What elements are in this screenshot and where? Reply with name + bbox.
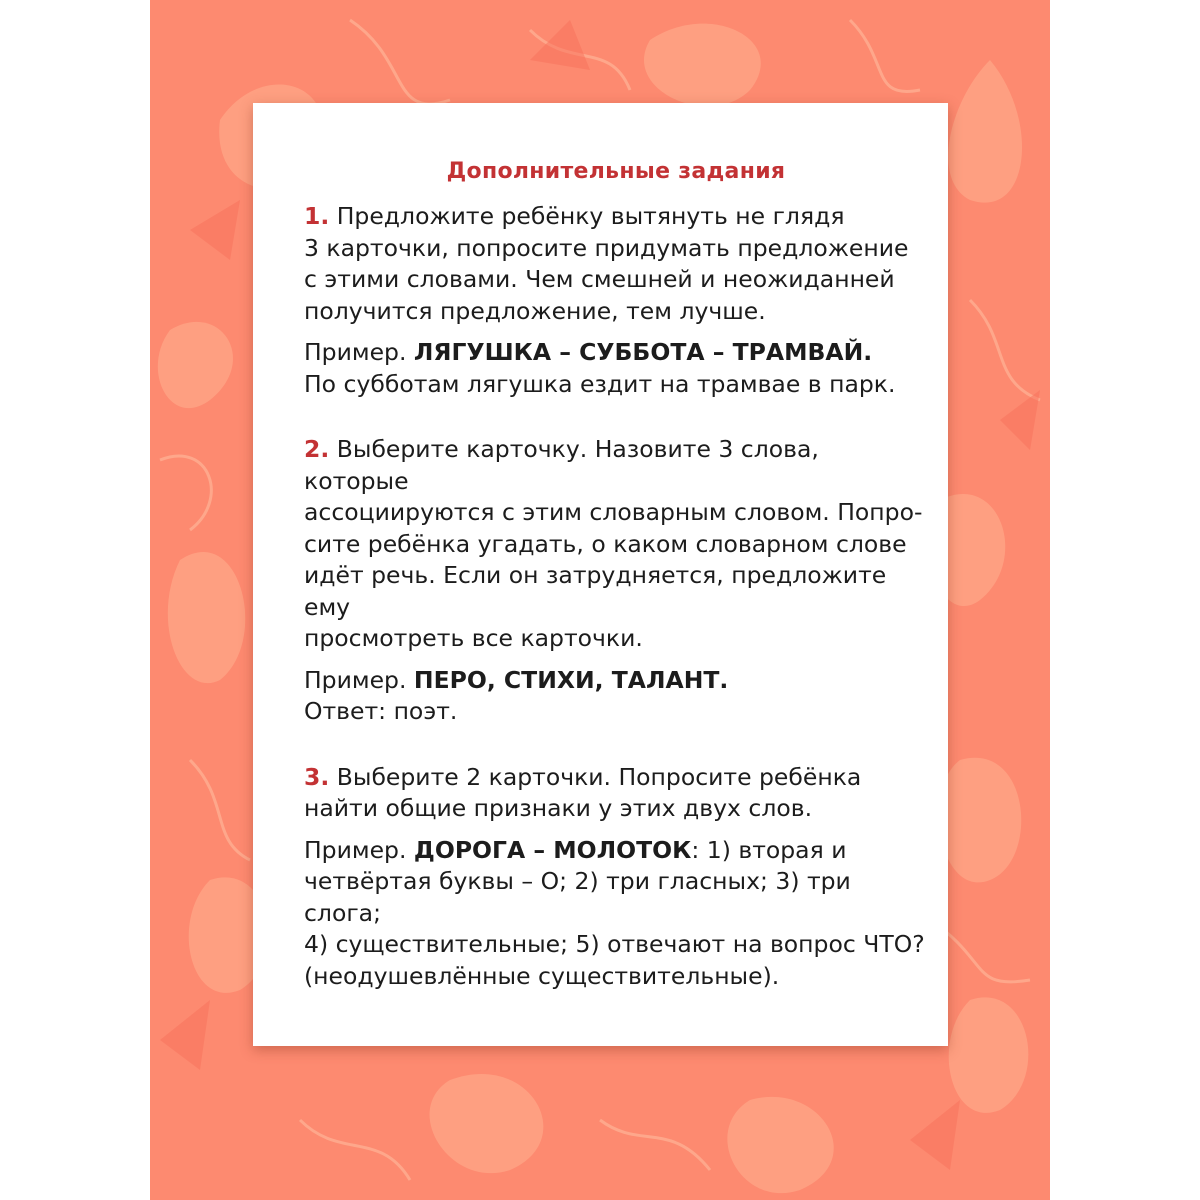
task-text — [304, 201, 928, 233]
task-1 — [304, 201, 928, 400]
instruction-card — [253, 103, 948, 1046]
task-number: 2. — [304, 435, 330, 463]
text-line: Предложите ребёнку вытянуть не глядя — [336, 202, 845, 230]
example-words: ДОРОГА – МОЛОТОК — [413, 835, 692, 864]
task-text — [304, 434, 928, 497]
example-line: Ответ: поэт. — [304, 697, 458, 725]
task-2 — [304, 434, 928, 728]
example-line: (неодушевлённые существительные). — [304, 961, 780, 990]
task-number: 1. — [304, 202, 330, 230]
example-words: ЛЯГУШКА – СУББОТА – ТРАМВАЙ. — [413, 338, 873, 366]
task-number: 3. — [304, 762, 330, 791]
text-line: сите ребёнка угадать, о каком словарном слове — [304, 529, 907, 558]
task-example — [304, 665, 928, 697]
task-example — [304, 835, 928, 867]
text-line: Выберите карточку. Назовите 3 слова, которые — [304, 435, 819, 495]
text-line: идёт речь. Если он затрудняется, предложите ему — [304, 561, 887, 621]
text-line: 3 карточки, попросите придумать предложение — [304, 233, 909, 262]
text-line: Выберите 2 карточки. Попросите ребёнка — [336, 762, 862, 791]
text-line: с этими словами. Чем смешней и неожиданней — [304, 265, 895, 293]
example-label: Пример. — [304, 835, 414, 864]
example-label: Пример. — [304, 665, 414, 694]
task-example — [304, 337, 928, 369]
task-3 — [304, 762, 928, 993]
text-line: найти общие признаки у этих двух слов. — [304, 794, 813, 822]
example-continuation: : 1) вторая и — [691, 835, 847, 864]
example-line: 4) существительные; 5) отвечают на вопрос ЧТО? — [304, 930, 925, 958]
example-words: ПЕРО, СТИХИ, ТАЛАНТ. — [413, 665, 729, 694]
example-line: По субботам лягушка ездит на трамвае в парк. — [304, 369, 896, 398]
example-line: четвёртая буквы – О; 2) три гласных; 3) три слога; — [304, 867, 851, 927]
card-title: Дополнительные задания — [446, 159, 786, 184]
text-line: ассоциируются с этим словарным словом. Попро- — [304, 498, 923, 526]
text-line: просмотреть все карточки. — [304, 624, 643, 652]
text-line: получится предложение, тем лучше. — [304, 296, 766, 325]
task-text — [304, 762, 928, 794]
example-label: Пример. — [304, 338, 414, 366]
